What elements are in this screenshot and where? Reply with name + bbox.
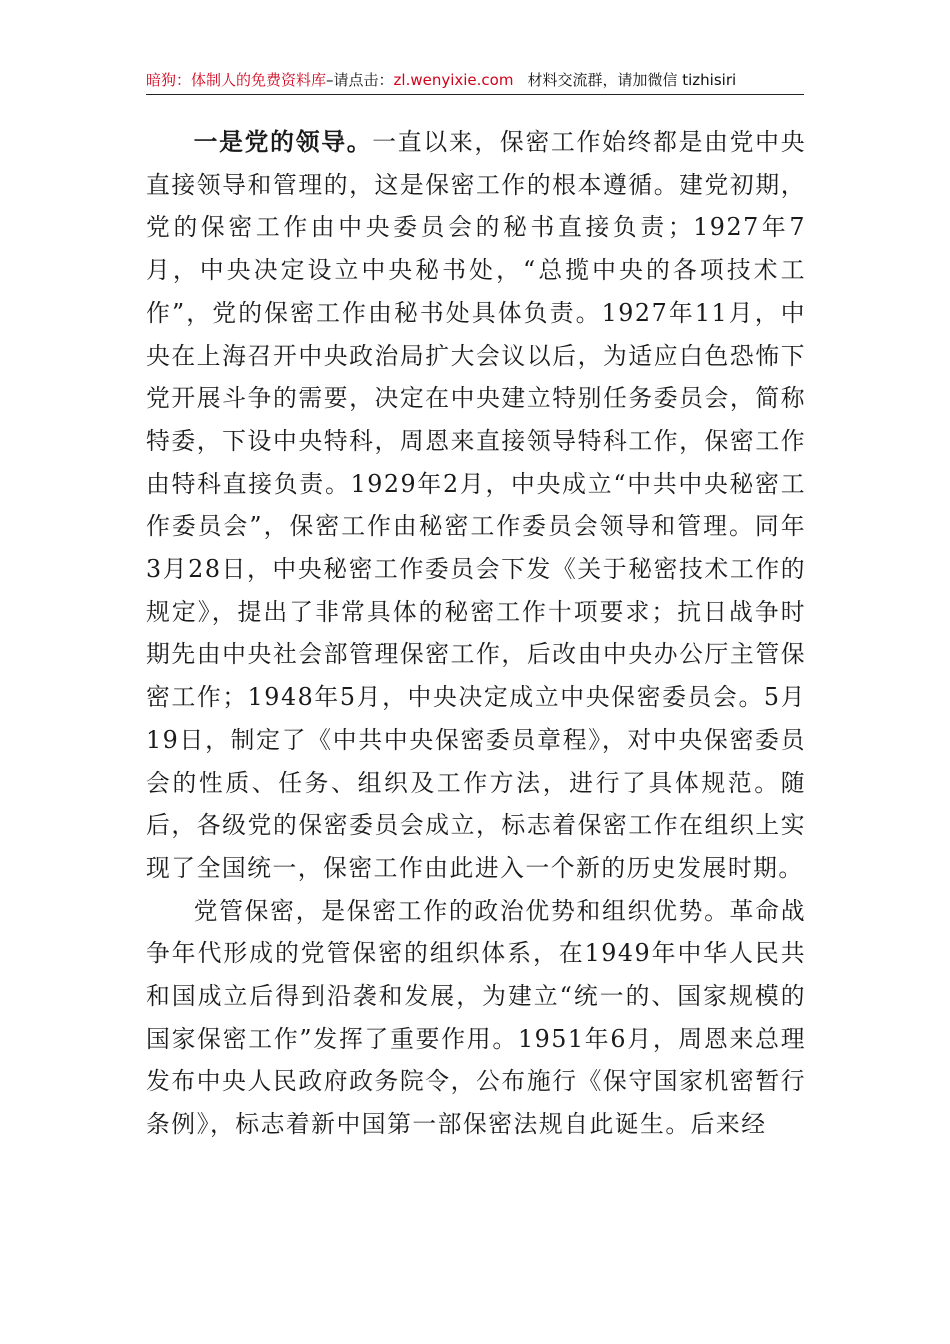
paragraph-lead-heading: 一是党的领导。 [193, 128, 373, 156]
wechat-note: 材料交流群，请加微信 tizhisiri [527, 71, 737, 89]
site-label: 暗狗：体制人的免费资料库 [146, 71, 327, 89]
click-prompt: –请点击： [326, 71, 394, 89]
site-url-link[interactable]: zl.wenyixie.com [393, 71, 514, 89]
page-header [146, 66, 804, 95]
paragraph-1-text: 一直以来，保密工作始终都是由党中央直接领导和管理的，这是保密工作的根本遵循。建党初期，党的保密工作由中央委员会的秘书直接负责；1927年7月，中央决定设立中央秘书处，“总揽中央的各项技术工作”，党的保密工作由秘书处具体负责。1927年11月，中央在上海召开中央政治局扩大会议以后，为适应白色恐怖下党开展斗争的需要，决定在中央建立特别任务委员会，简称特委，下设中央特科，周恩来直接领导特科工作，保密工作由特科直接负责。1929年2月，中央成立“中共中央秘密工作委员会”，保密工作由秘密工作委员会领导和管理。同年3月28日，中央秘密工作委员会下发《关于秘密技术工作的规定》，提出了非常具体的秘密工作十项要求；抗日战争时期先由中央社会部管理保密工作，后改由中央办公厅主管保密工作；1948年5月，中央决定成立中央保密委员会。5月19日，制定了《中共中央保密委员章程》，对中央保密委员会的性质、任务、组织及工作方法，进行了具体规范。随后，各级党的保密委员会成立，标志着保密工作在组织上实现了全国统一，保密工作由此进入一个新的历史发展时期。 [146, 128, 807, 882]
paragraph-2 [146, 890, 806, 1146]
document-body [146, 121, 806, 1146]
paragraph-1 [146, 121, 806, 890]
paragraph-2-text: 党管保密，是保密工作的政治优势和组织优势。革命战争年代形成的党管保密的组织体系，在1949年中华人民共和国成立后得到沿袭和发展，为建立“统一的、国家规模的国家保密工作”发挥了重要作用。1951年6月，周恩来总理发布中央人民政府政务院令，公布施行《保守国家机密暂行条例》，标志着新中国第一部保密法规自此诞生。后来经 [146, 896, 806, 1139]
